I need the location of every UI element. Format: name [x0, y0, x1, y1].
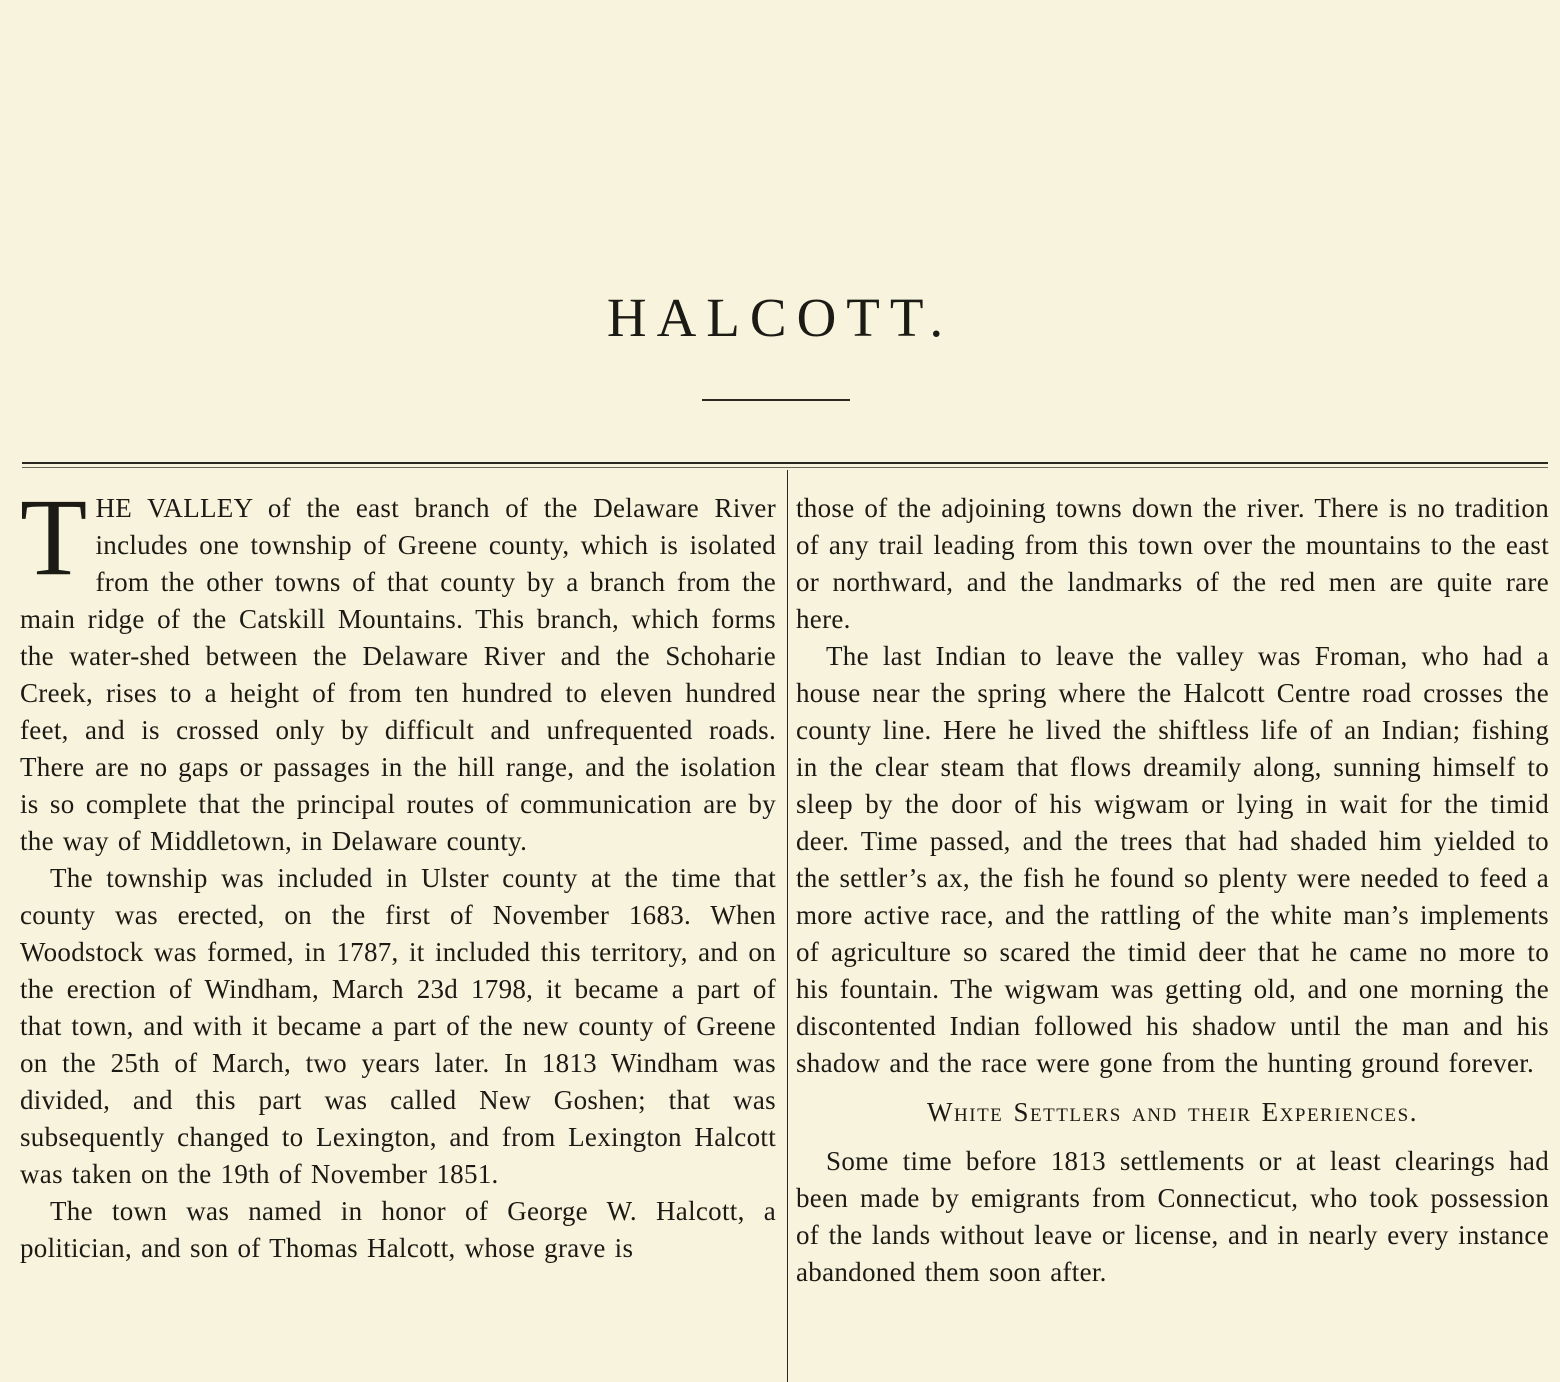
column-divider	[787, 470, 788, 1382]
right-paragraph-1: those of the adjoining towns down the river. There is no tradition of any trail leading from this town over the mountains to the east or northward, and the landmarks of the red men are quite rare here.	[796, 493, 1549, 634]
left-column	[20, 476, 776, 1267]
header-rule-thin	[22, 467, 1548, 468]
left-paragraph-2: The township was included in Ulster county at the time that county was erected, on the first of November 1683. When Woodstock was formed, in 1787, it included this territory, and on the erection of Windham, March 23d 1798, it became a part of that town, and with it became a part of the new county of Greene on the 25th of March, two years later. In 1813 Windham was divided, and this part was called New Goshen; that was subsequently changed to Lexington, and from Lexington Halcott was taken on the 19th of November 1851.	[20, 863, 776, 1189]
lead-words: HE VALLEY	[95, 493, 253, 523]
section-heading: White Settlers and their Experiences.	[927, 1097, 1418, 1127]
right-column	[796, 490, 1549, 1291]
left-paragraph-3: The town was named in honor of George W. Halcott, a politician, and son of Thomas Halcott, whose grave is	[20, 1196, 776, 1263]
drop-cap: T	[20, 476, 88, 598]
title-rule	[702, 399, 850, 401]
header-rule	[22, 462, 1548, 464]
left-paragraph-1	[20, 476, 776, 860]
left-paragraph-1-text: of the east branch of the Delaware River includes one township of Greene county, which is isolated from the other towns of that county by a branch from the main ridge of the Catskill Mountains. This branch, which forms the water-shed between the Delaware River and the Schoharie Creek, rises to a height of from ten hundred to eleven hundred feet, and is crossed only by difficult and unfrequented roads. There are no gaps or passages in the hill range, and the isolation is so complete that the principal routes of communication are by the way of Middletown, in Delaware county.	[20, 493, 776, 856]
right-paragraph-3: Some time before 1813 settlements or at least clearings had been made by emigrants from Connecticut, who took possession of the lands without leave or license, and in nearly every instance abandoned them soon after.	[796, 1146, 1549, 1287]
right-paragraph-2: The last Indian to leave the valley was Froman, who had a house near the spring where the Halcott Centre road crosses the county line. Here he lived the shiftless life of an Indian; fishing in the clear steam that flows dreamily along, sunning himself to sleep by the door of his wigwam or lying in wait for the timid deer. Time passed, and the trees that had shaded him yielded to the settler’s ax, the fish he found so plenty were needed to feed a more active race, and the rattling of the white man’s implements of agriculture so scared the timid deer that he came no more to his fountain. The wigwam was getting old, and one morning the discontented Indian followed his shadow until the man and his shadow and the race were gone from the hunting ground forever.	[796, 641, 1549, 1078]
page-title: HALCOTT.	[606, 287, 954, 348]
